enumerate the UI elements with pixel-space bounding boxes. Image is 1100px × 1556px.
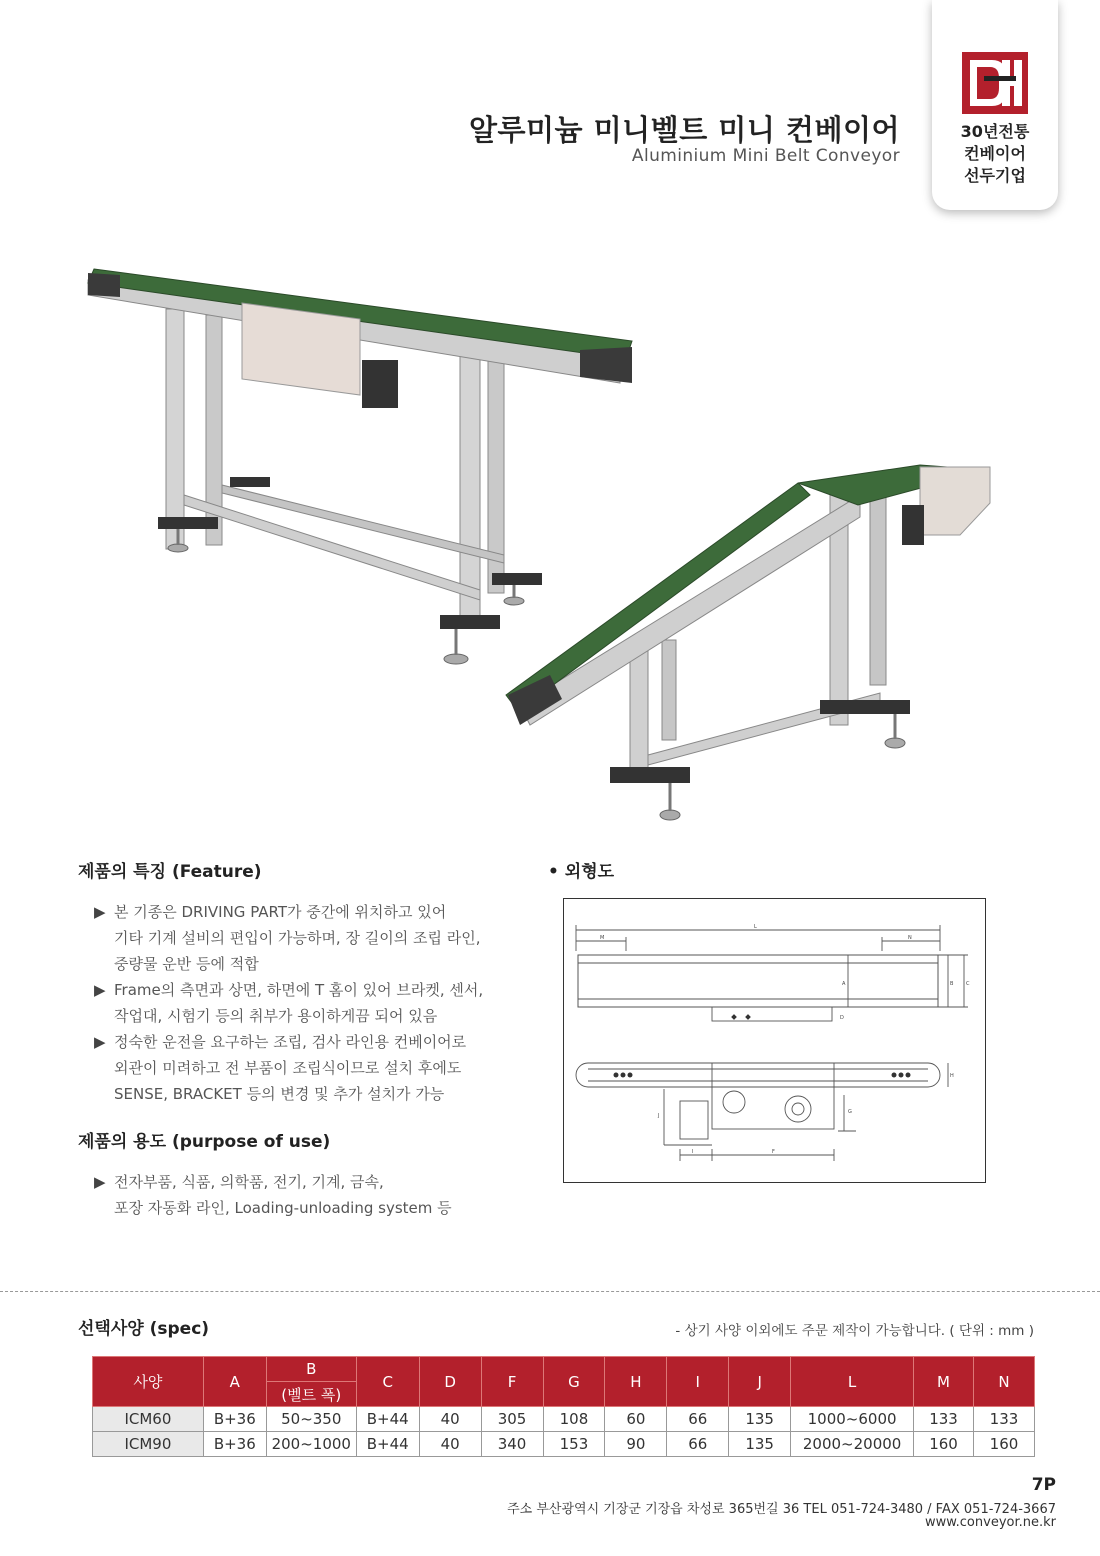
header-cell-N: N	[973, 1357, 1034, 1407]
header-cell-B-sub: (벨트 폭)	[266, 1382, 356, 1407]
table-cell: B+44	[356, 1407, 419, 1432]
table-cell: ICM60	[93, 1407, 204, 1432]
header-cell-C: C	[356, 1357, 419, 1407]
triangle-bullet-icon: ▶	[94, 1173, 106, 1191]
table-cell: 40	[419, 1407, 481, 1432]
table-cell: ICM90	[93, 1432, 204, 1457]
section-divider	[0, 1291, 1100, 1292]
header-cell-L: L	[791, 1357, 914, 1407]
table-cell: 305	[481, 1407, 543, 1432]
header-cell-D: D	[419, 1357, 481, 1407]
triangle-bullet-icon: ▶	[94, 903, 106, 921]
feature-item-2-line-1: Frame의 측면과 상면, 하면에 T 홈이 있어 브라켓, 센서,	[114, 981, 484, 999]
table-row	[93, 1432, 1035, 1457]
feature-item-1-line-2: 기타 기계 설비의 편입이 가능하며, 장 길이의 조립 라인,	[114, 929, 481, 947]
table-cell: 108	[543, 1407, 605, 1432]
badge-line-2: 컨베이어	[964, 144, 1026, 163]
table-cell: 60	[605, 1407, 667, 1432]
spec-note: - 상기 사양 이외에도 주문 제작이 가능합니다. ( 단위 : mm )	[675, 1323, 1034, 1339]
table-cell: 160	[914, 1432, 974, 1457]
feature-item-3-line-2: 외관이 미려하고 전 부품이 조립식이므로 설치 후에도	[114, 1059, 462, 1077]
drawing-label-G: G	[848, 1109, 852, 1115]
outline-drawing-svg	[564, 899, 985, 1182]
feature-item-2	[94, 977, 483, 1029]
drawing-label-L: L	[754, 924, 757, 930]
header-cell-model: 사양	[93, 1357, 204, 1407]
product-photo	[80, 255, 1010, 835]
drawing-label-M: M	[600, 935, 605, 941]
company-logo	[962, 52, 1028, 114]
triangle-bullet-icon: ▶	[94, 981, 106, 999]
table-cell: 66	[667, 1407, 729, 1432]
header-cell-M: M	[914, 1357, 974, 1407]
badge-line-3: 선두기업	[964, 166, 1026, 185]
spec-table	[92, 1356, 1035, 1457]
table-cell: 340	[481, 1432, 543, 1457]
table-cell: 1000~6000	[791, 1407, 914, 1432]
drawing-label-A: A	[842, 981, 846, 987]
table-cell: 40	[419, 1432, 481, 1457]
drawing-label-D: D	[840, 1015, 844, 1021]
page-title: 알루미늄 미니벨트 미니 컨베이어	[469, 113, 900, 147]
table-cell: 2000~20000	[791, 1432, 914, 1457]
drawing-label-B: B	[950, 981, 954, 987]
table-cell: 153	[543, 1432, 605, 1457]
table-cell: 200~1000	[266, 1432, 356, 1457]
inclined-conveyor-image	[506, 465, 990, 820]
feature-item-3	[94, 1029, 466, 1107]
table-cell: 133	[973, 1407, 1034, 1432]
drawing-label-J: J	[658, 1113, 660, 1119]
spec-heading: 선택사양 (spec)	[78, 1319, 210, 1339]
table-row	[93, 1407, 1035, 1432]
feature-heading: 제품의 특징 (Feature)	[78, 862, 262, 882]
header-cell-I: I	[667, 1357, 729, 1407]
feature-item-3-line-1: 정숙한 운전을 요구하는 조립, 검사 라인용 컨베이어로	[114, 1033, 467, 1051]
table-cell: 135	[729, 1407, 791, 1432]
drawing-label-F: F	[772, 1149, 775, 1155]
feature-item-1-line-1: 본 기종은 DRIVING PART가 중간에 위치하고 있어	[114, 903, 447, 921]
footer-website: www.conveyor.ne.kr	[924, 1515, 1056, 1530]
purpose-item-1-line-1: 전자부품, 식품, 의학품, 전기, 기계, 금속,	[114, 1173, 384, 1191]
table-cell: 135	[729, 1432, 791, 1457]
header-cell-B: B	[266, 1357, 356, 1382]
footer-address: 주소 부산광역시 기장군 기장읍 차성로 365번길 36 TEL 051-724-3480 / FAX 051-724-3667	[507, 1502, 1056, 1517]
feature-item-2-line-2: 작업대, 시험기 등의 취부가 용이하게끔 되어 있음	[114, 1007, 438, 1025]
purpose-item-1	[94, 1169, 452, 1221]
feature-item-1-line-3: 중량물 운반 등에 적합	[114, 955, 259, 973]
drawing-label-I: I	[692, 1149, 694, 1155]
purpose-heading: 제품의 용도 (purpose of use)	[78, 1132, 331, 1152]
purpose-item-1-line-2: 포장 자동화 라인, Loading-unloading system 등	[114, 1199, 452, 1217]
feature-item-3-line-3: SENSE, BRACKET 등의 변경 및 추가 설치가 가능	[114, 1085, 445, 1103]
table-cell: B+36	[203, 1407, 266, 1432]
table-cell: 160	[973, 1432, 1034, 1457]
table-cell: B+44	[356, 1432, 419, 1457]
company-badge	[932, 0, 1058, 210]
feature-item-1	[94, 899, 480, 977]
header-cell-H: H	[605, 1357, 667, 1407]
table-cell: 133	[914, 1407, 974, 1432]
header-cell-J: J	[729, 1357, 791, 1407]
triangle-bullet-icon: ▶	[94, 1033, 106, 1051]
header-cell-A: A	[203, 1357, 266, 1407]
page-subtitle: Aluminium Mini Belt Conveyor	[631, 146, 900, 166]
drawing-label-H: H	[950, 1073, 954, 1079]
table-cell: 90	[605, 1432, 667, 1457]
badge-line-1: 30년전통	[960, 122, 1030, 141]
horizontal-conveyor-image	[88, 269, 632, 664]
drawing-label-C: C	[966, 981, 970, 987]
drawing-label-N: N	[908, 935, 912, 941]
table-cell: 50~350	[266, 1407, 356, 1432]
drawing-heading: • 외형도	[548, 862, 615, 882]
page-number: 7P	[1031, 1475, 1056, 1495]
outline-drawing	[563, 898, 986, 1183]
table-cell: 66	[667, 1432, 729, 1457]
header-cell-F: F	[481, 1357, 543, 1407]
header-cell-G: G	[543, 1357, 605, 1407]
table-cell: B+36	[203, 1432, 266, 1457]
